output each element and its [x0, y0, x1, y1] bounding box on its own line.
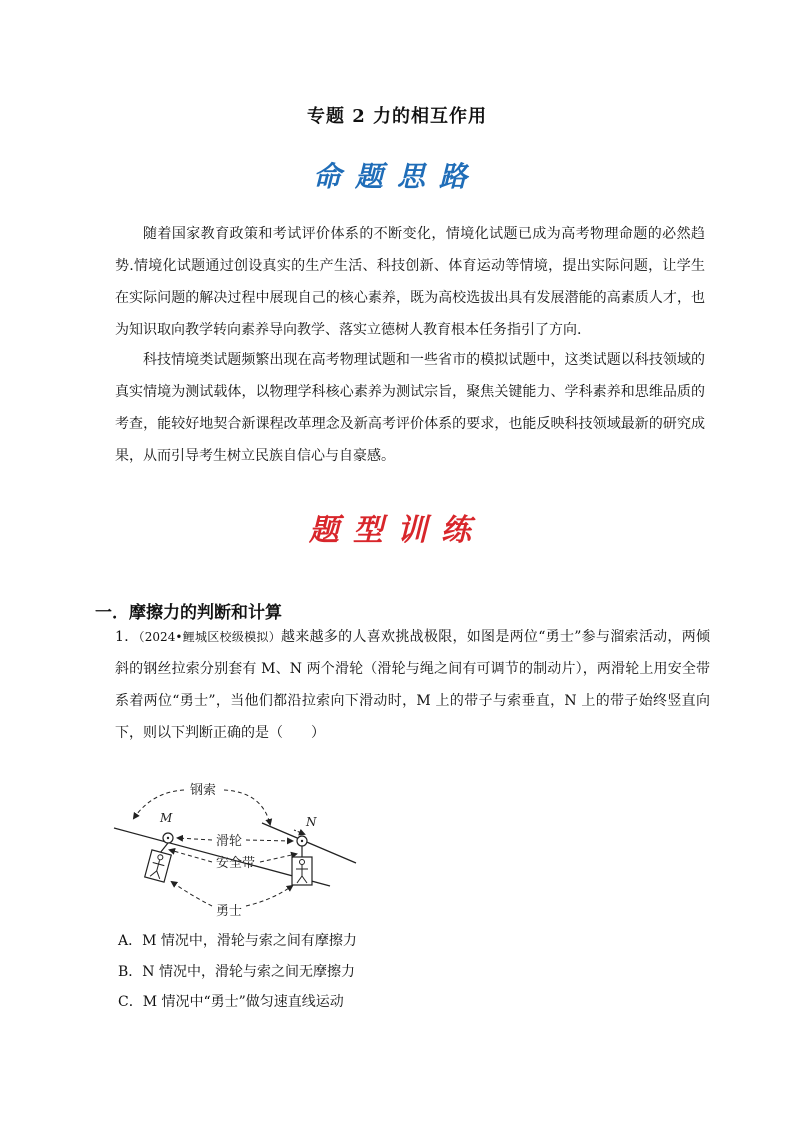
option-b: B．N 情况中，滑轮与索之间无摩擦力 [118, 964, 355, 980]
question-text: 越来越多的人喜欢挑战极限，如图是两位“勇士”参与溜索活动，两倾斜的钢丝拉索分别套有 M、N 两个滑轮（滑轮与绳之间有可调节的制动片），两滑轮上用安全带系着两位“勇士”，当他们都沿拉索向下滑动时，M 上的带子与索垂直，N 上的带子始终竖直向下，则以下判断正确的是（ ） [115, 629, 710, 741]
label-cable: 钢索 [190, 783, 217, 798]
arrow-cable-right [224, 790, 270, 824]
question-number: 1． [115, 629, 139, 645]
page-title: 专题 2 力的相互作用 [306, 106, 488, 127]
label-hero: 勇士 [216, 904, 243, 919]
hero-m-icon [145, 850, 172, 882]
belt-m [160, 843, 168, 853]
option-c: C．M 情况中“勇士”做匀速直线运动 [118, 994, 344, 1010]
intro-paragraph-1: 随着国家教育政策和考试评价体系的不断变化，情境化试题已成为高考物理命题的必然趋势.情境化试题通过创设真实的生产生活、科技创新、体育运动等情境，提出实际问题，让学生在实际问题的解决过程中展现自己的核心素养，既为高校选拔出具有发展潜能的高素质人才，也为知识取向教学转向素养导向教学、落实立德树人教育根本任务指引了方向. [115, 226, 705, 338]
intro-paragraph-2: 科技情境类试题频繁出现在高考物理试题和一些省市的模拟试题中，这类试题以科技领域的真实情境为测试载体，以物理学科核心素养为测试宗旨，聚焦关键能力、学科素养和思维品质的考查，能较好地契合新课程改革理念及新高考评价体系的要求，也能反映科技领域最新的研究成果，从而引导考生树立民族自信心与自豪感。 [115, 352, 705, 464]
label-m: M [160, 811, 173, 825]
question-source: （2024•鲤城区校级模拟） [138, 630, 282, 644]
label-n: N [306, 815, 317, 829]
question-1 [115, 621, 710, 749]
zipline-figure [112, 778, 360, 926]
section-heading: 一．摩擦力的判断和计算 [95, 603, 282, 623]
banner-question-training: 题型训练 [309, 513, 485, 548]
banner-proposition-ideas: 命题思路 [312, 160, 481, 193]
hero-n-icon [292, 857, 312, 885]
arrow-cable-left [134, 790, 184, 818]
label-belt: 安全带 [216, 856, 256, 871]
label-pulley: 滑轮 [216, 834, 243, 849]
option-a: A．M 情况中，滑轮与索之间有摩擦力 [118, 933, 357, 949]
